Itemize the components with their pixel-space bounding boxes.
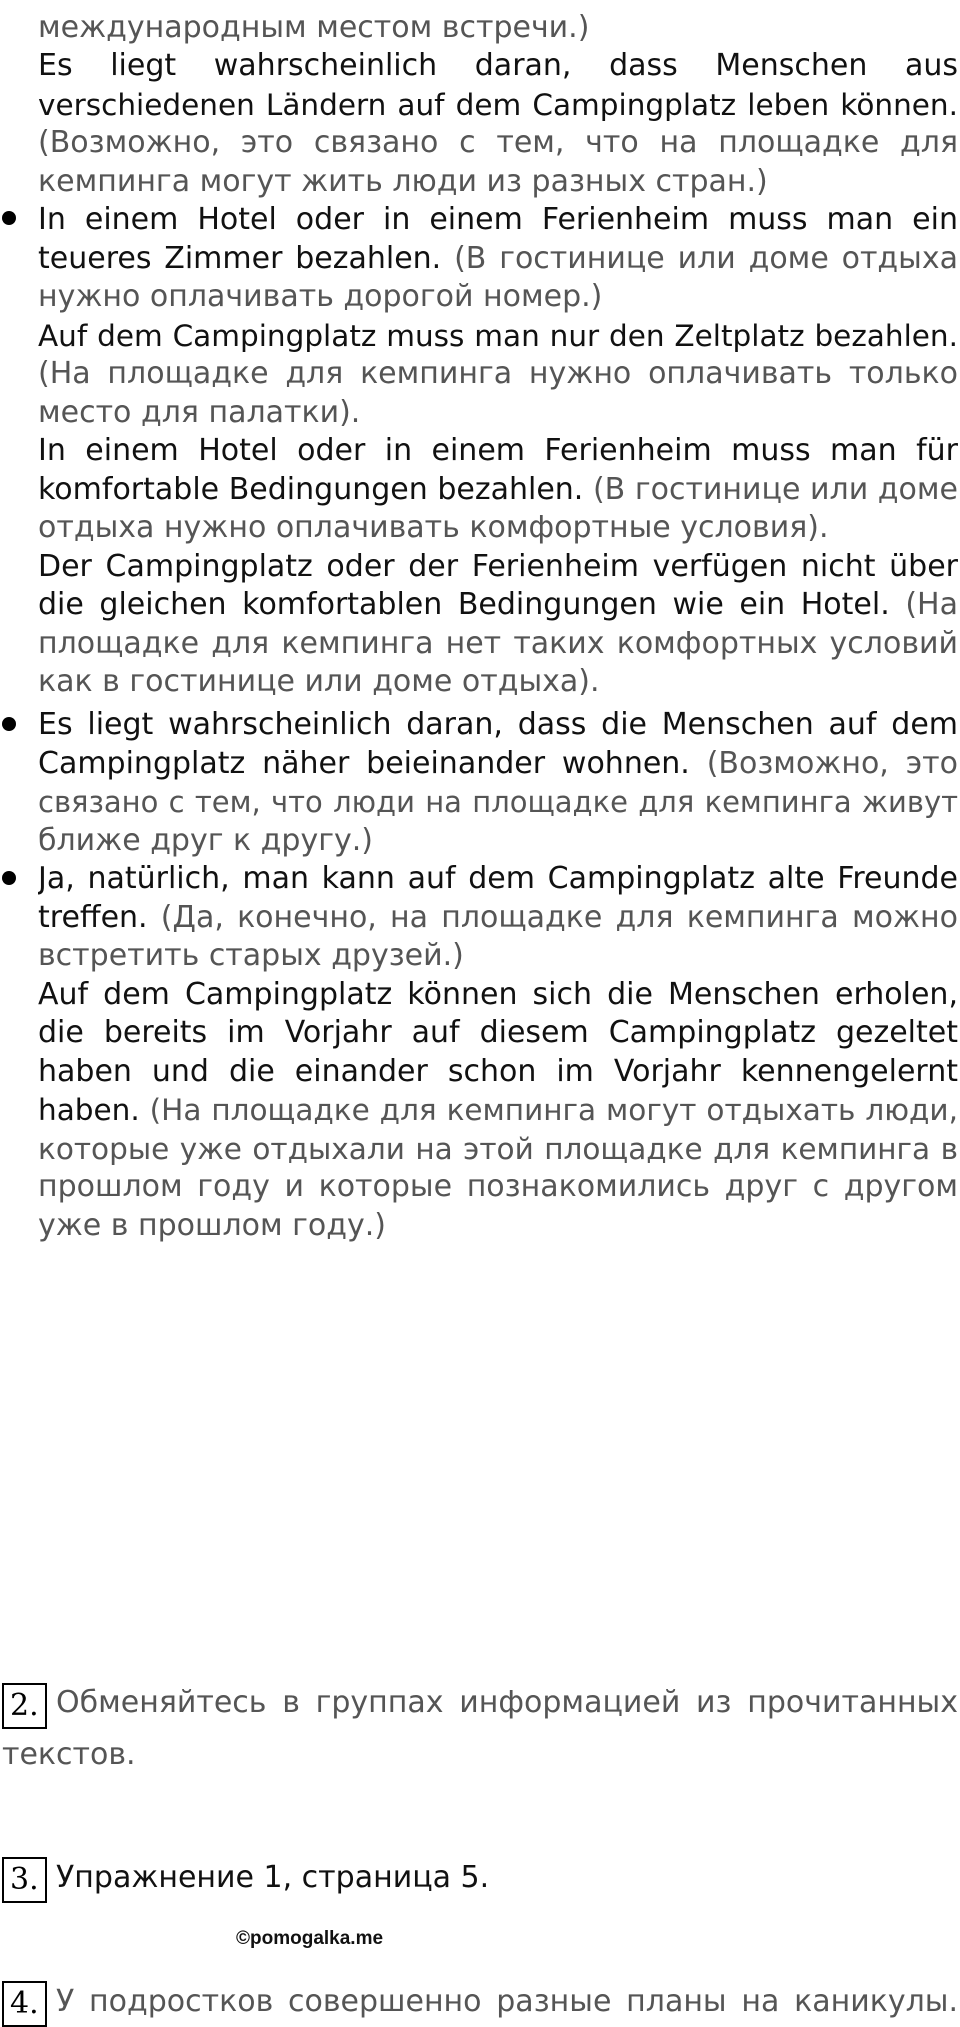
translation-line: нужно оплачивать дорогой номер.) (38, 279, 603, 314)
translation-text: (На площадке для кемпинга могут отдыхать люди, (149, 1093, 958, 1127)
watermark: ©pomogalka.me (236, 1928, 384, 1949)
translation-text: (В гостинице или доме отдыха (454, 241, 958, 276)
german-line: Der Campingplatz oder der Ferienheim verfügen nicht über (38, 549, 958, 584)
task-text: У подростков совершенно разные планы на каникулы. (56, 1984, 958, 2019)
translation-line: место для палатки). (38, 395, 361, 430)
translation-line: как в гостинице или доме отдыха). (38, 664, 600, 699)
translation-line: площадке для кемпинга нет таких комфортных условий (38, 626, 958, 661)
translation-line: отдыха нужно оплачивать комфортные условия). (38, 510, 829, 545)
german-line: In einem Hotel oder in einem Ferienheim muss man für (38, 433, 958, 468)
translation-line: кемпинга могут жить люди из разных стран.) (38, 164, 768, 199)
german-line: Es liegt wahrscheinlich daran, dass Menschen aus (38, 48, 958, 83)
german-text: haben. (38, 1093, 140, 1127)
translation-line: (Возможно, это связано с тем, что на площадке для (38, 125, 958, 160)
german-line: Auf dem Campingplatz können sich die Menschen erholen, (38, 977, 958, 1012)
german-text: teueres Zimmer bezahlen. (38, 241, 442, 276)
translation-line: которые уже отдыхали на этой площадке для кемпинга в (38, 1132, 958, 1166)
translation-line: связано с тем, что люди на площадке для кемпинга живут (38, 785, 958, 819)
german-line: verschiedenen Ländern auf dem Campingplatz leben können. (38, 88, 958, 122)
task-text: текстов. (2, 1737, 136, 1772)
task-number-box: 2. (2, 1683, 47, 1729)
task-text: Упражнение 1, страница 5. (56, 1860, 490, 1895)
translation-text: (В гостинице или доме (592, 472, 958, 507)
german-text: treffen. (38, 900, 148, 935)
translation-text: (Возможно, это (706, 746, 958, 781)
translation-line: (На площадке для кемпинга нужно оплачивать только (38, 356, 958, 391)
translation-text: (Да, конечно, на площадке для кемпинга можно (160, 900, 958, 935)
german-line: Auf dem Campingplatz muss man nur den Zeltplatz bezahlen. (38, 319, 958, 353)
task-number-box: 4. (2, 1981, 47, 2027)
bullet-point (2, 211, 16, 225)
german-line: Ja, natürlich, man kann auf dem Campingplatz alte Freunde (38, 861, 958, 896)
translation-text: (На (905, 587, 958, 622)
german-text: komfortable Bedingungen bezahlen. (38, 472, 584, 507)
translation-line: встретить старых друзей.) (38, 938, 464, 973)
translation-line: ближе друг к другу.) (38, 823, 373, 858)
task-number-box: 3. (2, 1857, 47, 1903)
bullet-point (2, 871, 16, 885)
german-line: die bereits im Vorjahr auf diesem Campingplatz gezeltet (38, 1015, 958, 1050)
translation-line: международным местом встречи.) (38, 10, 590, 45)
german-line: In einem Hotel oder in einem Ferienheim muss man ein (38, 202, 958, 237)
german-line: Es liegt wahrscheinlich daran, dass die Menschen auf dem (38, 707, 958, 742)
task-text: Обменяйтесь в группах информацией из прочитанных (56, 1685, 958, 1720)
german-text: Campingplatz näher beieinander wohnen. (38, 746, 690, 781)
bullet-point (2, 717, 16, 731)
german-line: haben und die einander schon im Vorjahr kennengelernt (38, 1054, 958, 1089)
translation-line: прошлом году и которые познакомились друг с другом (38, 1169, 958, 1204)
translation-line: уже в прошлом году.) (38, 1208, 387, 1243)
german-text: die gleichen komfortablen Bedingungen wie ein Hotel. (38, 587, 890, 622)
